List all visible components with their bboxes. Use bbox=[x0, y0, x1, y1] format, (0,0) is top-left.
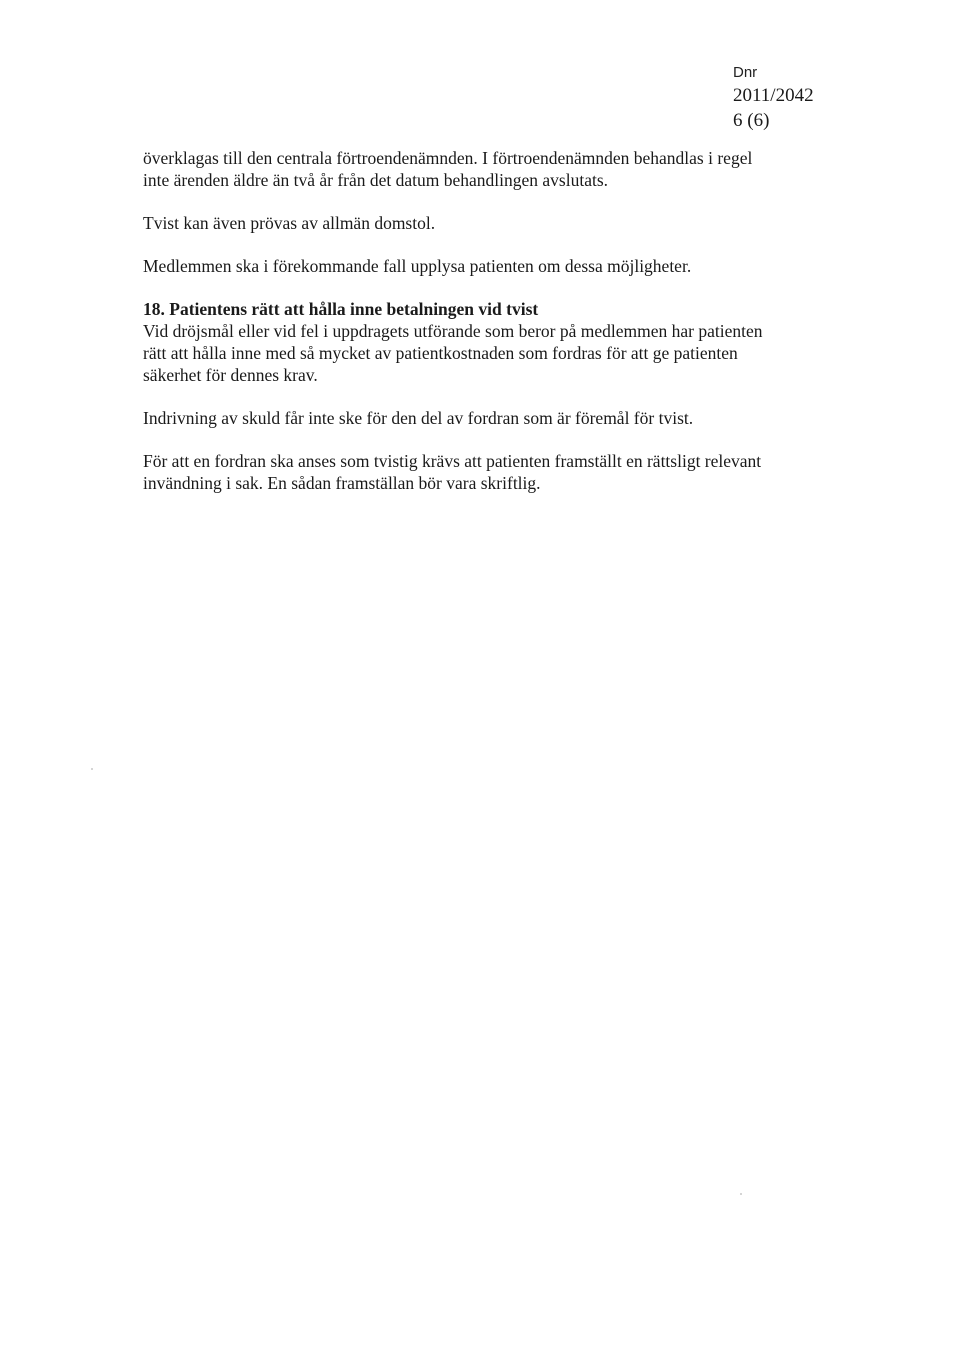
scan-speck bbox=[740, 1193, 742, 1195]
paragraph-line: säkerhet för dennes krav. bbox=[143, 365, 318, 385]
dnr-number: 2011/2042 bbox=[733, 85, 814, 106]
scan-speck bbox=[91, 768, 93, 770]
paragraph-inform bbox=[143, 255, 843, 277]
paragraph-line: överklagas till den centrala förtroendenämnden. I förtroendenämnden behandlas i regel bbox=[143, 148, 753, 168]
paragraph-line: För att en fordran ska anses som tvistig krävs att patienten framställt en rättsligt relevant bbox=[143, 451, 762, 471]
paragraph-debt-collection bbox=[143, 407, 843, 429]
paragraph-disputed-claim bbox=[143, 450, 843, 494]
paragraph-line: Medlemmen ska i förekommande fall upplysa patienten om dessa möjligheter. bbox=[143, 256, 692, 276]
section-18-heading: 18. Patientens rätt att hålla inne betalningen vid tvist bbox=[143, 299, 539, 319]
paragraph-line: Tvist kan även prövas av allmän domstol. bbox=[143, 213, 436, 233]
document-header bbox=[733, 64, 933, 132]
document-body bbox=[143, 147, 843, 515]
paragraph-line: Indrivning av skuld får inte ske för den del av fordran som är föremål för tvist. bbox=[143, 408, 694, 428]
paragraph-line: inte ärenden äldre än två år från det datum behandlingen avslutats. bbox=[143, 170, 609, 190]
paragraph-court bbox=[143, 212, 843, 234]
paragraph-line: invändning i sak. En sådan framställan bör vara skriftlig. bbox=[143, 473, 541, 493]
section-18-body bbox=[143, 320, 843, 386]
paragraph-appeal bbox=[143, 147, 843, 191]
page-count: 6 (6) bbox=[733, 110, 770, 131]
dnr-label: Dnr bbox=[733, 64, 758, 81]
paragraph-line: Vid dröjsmål eller vid fel i uppdragets utförande som beror på medlemmen har patienten bbox=[143, 321, 763, 341]
paragraph-line: rätt att hålla inne med så mycket av patientkostnaden som fordras för att ge patienten bbox=[143, 343, 738, 363]
